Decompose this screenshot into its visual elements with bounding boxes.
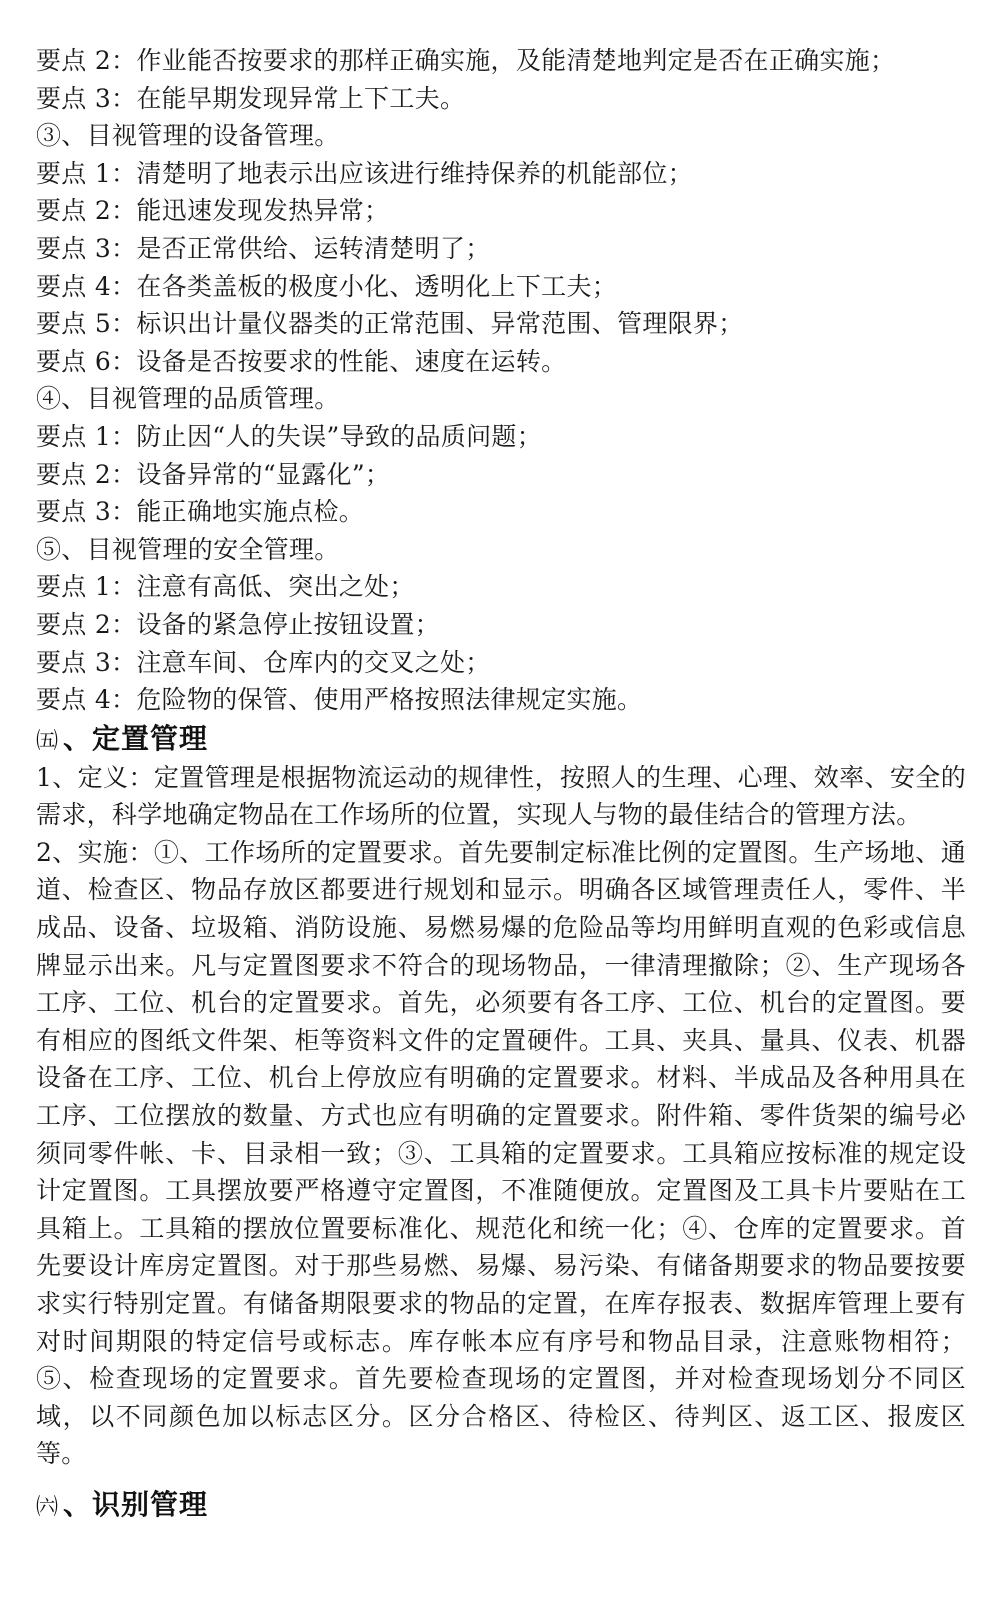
text-line: ③、目视管理的设备管理。 bbox=[36, 121, 340, 151]
spacer bbox=[36, 1473, 966, 1485]
section-heading-identification-management bbox=[36, 1485, 966, 1525]
text-line: 要点 2：设备的紧急停止按钮设置； bbox=[36, 609, 440, 639]
implementation-paragraph: 2、实施：①、工作场所的定置要求。首先要制定标准比例的定置图。生产场地、通道、检查区、物品存放区都要进行规划和显示。明确各区域管理责任人，零件、半成品、设备、垃圾箱、消防设施、易燃易爆的危险品等均用鲜明直观的色彩或信息牌显示出来。凡与定置图要求不符合的现场物品，一律清理撤除；②、生产现场各工序、工位、机台的定置要求。首先，必须要有各工序、工位、机台的定置图。要有相应的图纸文件架、柜等资料文件的定置硬件。工具、夹具、量具、仪表、机器设备在工序、工位、机台上停放应有明确的定置要求。材料、半成品及各种用具在工序、工位摆放的数量、方式也应有明确的定置要求。附件箱、零件货架的编号必须同零件帐、卡、目录相一致；③、工具箱的定置要求。工具箱应按标准的规定设计定置图。工具摆放要严格遵守定置图，不准随便放。定置图及工具卡片要贴在工具箱上。工具箱的摆放位置要标准化、规范化和统一化；④、仓库的定置要求。首先要设计库房定置图。对于那些易燃、易爆、易污染、有储备期要求的物品要按要求实行特别定置。有储备期限要求的物品的定置，在库存报表、数据库管理上要有对时间期限的特定信号或标志。库存帐本应有序号和物品目录，注意账物相符；⑤、检查现场的定置要求。首先要检查现场的定置图，并对检查现场划分不同区域，以不同颜色加以标志区分。区分合格区、待检区、待判区、返工区、报废区等。 bbox=[36, 837, 966, 1469]
text-line: 要点 1：清楚明了地表示出应该进行维持保养的机能部位； bbox=[36, 158, 693, 188]
definition-paragraph: 1、定义：定置管理是根据物流运动的规律性，按照人的生理、心理、效率、安全的需求，科学地确定物品在工作场所的位置，实现人与物的最佳结合的管理方法。 bbox=[36, 762, 966, 830]
text-line: 要点 6：设备是否按要求的性能、速度在运转。 bbox=[36, 346, 567, 376]
text-line: ⑤、目视管理的安全管理。 bbox=[36, 534, 340, 564]
text-line: 要点 3：在能早期发现异常上下工夫。 bbox=[36, 83, 466, 113]
section-number: ㈤ bbox=[36, 728, 60, 754]
section-heading-fixed-position-management bbox=[36, 719, 966, 759]
section-title: 、定置管理 bbox=[63, 721, 209, 755]
text-line: 要点 3：是否正常供给、运转清楚明了； bbox=[36, 233, 491, 263]
text-line: 要点 1：防止因“人的失误”导致的品质问题； bbox=[36, 421, 543, 451]
text-line: 要点 2：设备异常的“显露化”； bbox=[36, 459, 391, 489]
text-line: 要点 2：作业能否按要求的那样正确实施，及能清楚地判定是否在正确实施； bbox=[36, 46, 896, 75]
key-points-list bbox=[36, 42, 966, 719]
text-line: 要点 1：注意有高低、突出之处； bbox=[36, 572, 415, 602]
section-title: 、识别管理 bbox=[63, 1487, 209, 1521]
text-line: 要点 4：危险物的保管、使用严格按照法律规定实施。 bbox=[36, 685, 643, 715]
text-line: 要点 2：能迅速发现发热异常； bbox=[36, 196, 390, 226]
text-line: 要点 3：能正确地实施点检。 bbox=[36, 497, 365, 527]
text-line: ④、目视管理的品质管理。 bbox=[36, 384, 340, 414]
text-line: 要点 5：标识出计量仪器类的正常范围、异常范围、管理限界； bbox=[36, 309, 744, 339]
text-line: 要点 3：注意车间、仓库内的交叉之处； bbox=[36, 647, 491, 677]
section-number: ㈥ bbox=[36, 1494, 60, 1520]
text-line: 要点 4：在各类盖板的极度小化、透明化上下工夫； bbox=[36, 271, 618, 301]
